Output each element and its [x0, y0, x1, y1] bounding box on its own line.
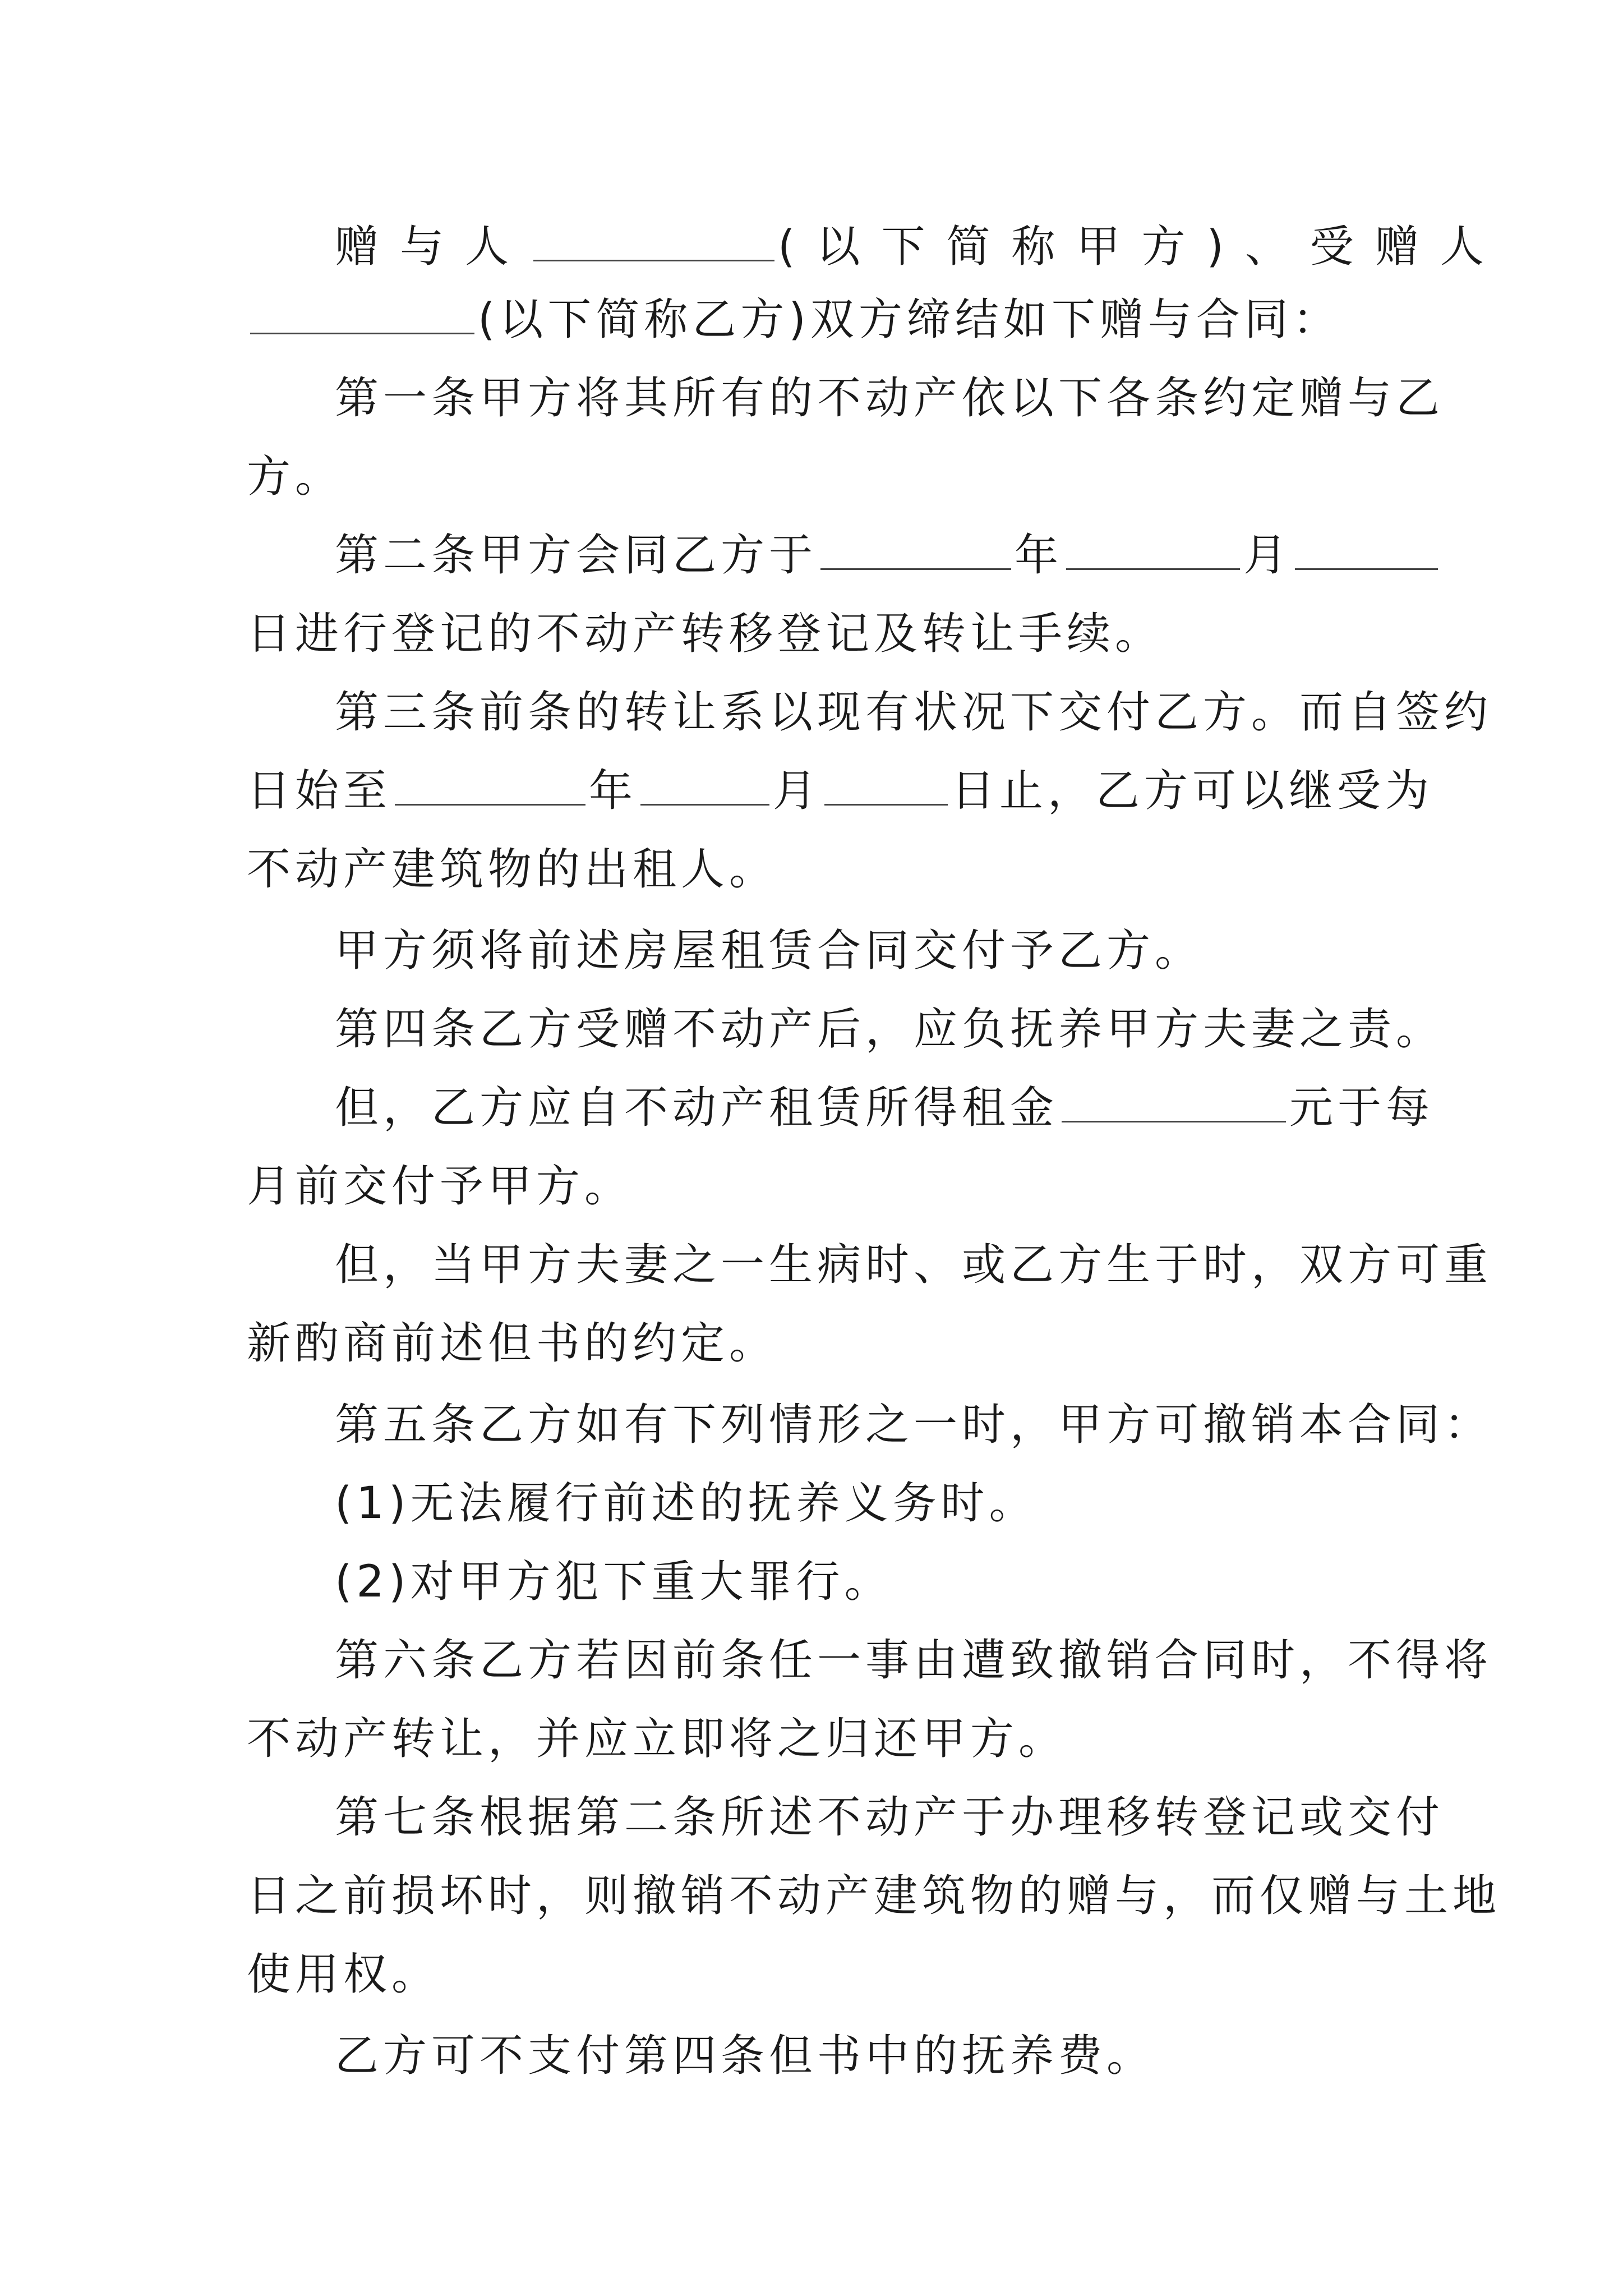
- article-1-line-2: 方。: [247, 452, 344, 502]
- article-2-line-2: 日进行登记的不动产转移登记及转让手续。: [247, 609, 1164, 659]
- rent-amount-blank[interactable]: [1062, 1084, 1286, 1122]
- intro-donee-label: (以下简称甲方)、受赠人: [778, 222, 1505, 272]
- article-5-item-2: (2)对甲方犯下重大罪行。: [335, 1557, 893, 1607]
- article-6-line-2: 不动产转让，并应立即将之归还甲方。: [247, 1714, 1067, 1764]
- article-3-year-blank[interactable]: [395, 767, 585, 806]
- proviso-text: 但，乙方应自不动产租赁所得租金: [335, 1083, 1059, 1133]
- article-2-year-blank[interactable]: [820, 531, 1011, 570]
- article-3-day-blank[interactable]: [824, 767, 948, 806]
- article-4-proviso2-line-2: 新酌商前述但书的约定。: [247, 1318, 778, 1369]
- article-3-line-3: 不动产建筑物的出租人。: [247, 844, 778, 895]
- article-3-start-text: 日始至: [247, 766, 392, 816]
- donor-name-blank[interactable]: [533, 223, 774, 261]
- month-label: 月: [773, 766, 822, 816]
- article-7-line-3: 使用权。: [247, 1949, 440, 2000]
- article-4-proviso-line-2: 月前交付予甲方。: [247, 1161, 633, 1212]
- article-4-proviso-line-1: [247, 1069, 1435, 1147]
- article-3-line-1: 第三条前条的转让系以现有状况下交付乙方。而自签约: [335, 687, 1493, 738]
- intro-text-2: (以下简称乙方)双方缔结如下赠与合同：: [478, 295, 1341, 345]
- year-label: 年: [589, 766, 638, 816]
- proviso-unit-text: 元于每: [1289, 1083, 1435, 1133]
- article-2-day-blank[interactable]: [1295, 531, 1438, 570]
- article-6-line-1: 第六条乙方若因前条任一事由遭致撤销合同时，不得将: [335, 1635, 1493, 1686]
- article-7-note: 乙方可不支付第四条但书中的抚养费。: [335, 2031, 1155, 2081]
- month-label: 月: [1243, 530, 1292, 581]
- article-7-line-2: 日之前损坏时，则撤销不动产建筑物的赠与，而仅赠与土地: [247, 1871, 1501, 1921]
- article-3-note: 甲方须将前述房屋租赁合同交付予乙方。: [335, 926, 1204, 976]
- year-label: 年: [1015, 530, 1063, 581]
- article-2-line-1: [247, 516, 1385, 595]
- article-5: 第五条乙方如有下列情形之一时，甲方可撤销本合同：: [335, 1400, 1493, 1450]
- article-3-month-blank[interactable]: [640, 767, 769, 806]
- intro-line-2: [247, 280, 1385, 359]
- intro-donor-label: 赠与人: [335, 222, 531, 272]
- donee-name-blank[interactable]: [250, 296, 474, 334]
- intro-line-1: [247, 208, 1505, 286]
- article-3-line-2: [247, 752, 1434, 830]
- article-2-text: 第二条甲方会同乙方于: [335, 530, 818, 581]
- article-3-end-text: 日止，乙方可以继受为: [951, 766, 1434, 816]
- article-4: 第四条乙方受赠不动产后，应负抚养甲方夫妻之责。: [335, 1004, 1445, 1055]
- article-1-line-1: 第一条甲方将其所有的不动产依以下各条约定赠与乙: [335, 373, 1445, 424]
- article-7-line-1: 第七条根据第二条所述不动产于办理移转登记或交付: [335, 1792, 1445, 1843]
- article-2-month-blank[interactable]: [1066, 531, 1240, 570]
- article-4-proviso2-line-1: 但，当甲方夫妻之一生病时、或乙方生于时，双方可重: [335, 1240, 1493, 1290]
- article-5-item-1: (1)无法履行前述的抚养义务时。: [335, 1478, 1038, 1529]
